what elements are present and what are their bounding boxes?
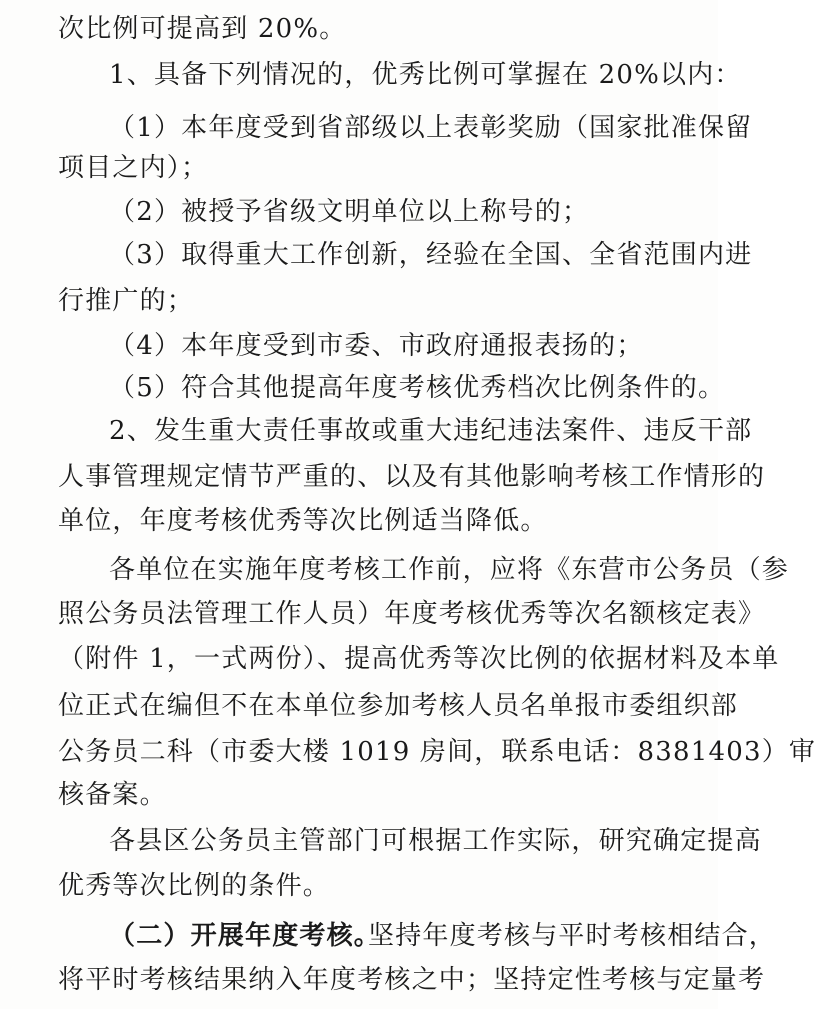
line-text: 2、发生重大责任事故或重大违纪违法案件、违反干部 <box>109 416 753 446</box>
text-line <box>0 547 790 593</box>
line-text: 优秀等次比例的条件。 <box>58 871 331 901</box>
line-text: （5）符合其他提高年度考核优秀档次比例条件的。 <box>109 373 726 403</box>
line-text: 将平时考核结果纳入年度考核之中；坚持定性考核与定量考 <box>58 965 766 995</box>
line-text: （附件 1，一式两份）、提高优秀等次比例的依据材料及本单 <box>58 644 780 674</box>
text-line <box>0 454 766 500</box>
line-text: 1、具备下列情况的，优秀比例可掌握在 20%以内： <box>109 60 742 90</box>
line-text: 次比例可提高到 20%。 <box>58 14 347 44</box>
text-line <box>0 729 816 775</box>
text-line <box>0 365 726 411</box>
text-line <box>0 408 753 454</box>
text-line <box>0 323 718 369</box>
line-text: 照公务员法管理工作人员）年度考核优秀等次名额核定表》 <box>58 599 766 629</box>
text-line <box>0 683 739 729</box>
line-text: 坚持年度考核与平时考核相结合， <box>368 921 777 951</box>
line-text: （2）被授予省级文明单位以上称号的； <box>109 197 590 227</box>
line-text: （3）取得重大工作创新，经验在全国、全省范围内进 <box>109 240 753 270</box>
line-text: （1）本年度受到省部级以上表彰奖励（国家批准保留 <box>109 113 753 143</box>
text-line <box>0 863 718 909</box>
text-line <box>0 6 718 52</box>
text-line <box>0 145 718 191</box>
line-text: 核备案。 <box>58 780 167 810</box>
text-line <box>0 52 742 98</box>
text-line <box>0 913 777 959</box>
text-line <box>0 232 753 278</box>
line-text: 位正式在编但不在本单位参加考核人员名单报市委组织部 <box>58 691 739 721</box>
text-line <box>0 189 718 235</box>
line-text: （4）本年度受到市委、市政府通报表扬的； <box>109 331 644 361</box>
line-text: 各县区公务员主管部门可根据工作实际，研究确定提高 <box>109 826 762 856</box>
line-text: 行推广的； <box>58 286 195 316</box>
text-line <box>0 957 766 1003</box>
text-line <box>0 772 718 818</box>
text-line <box>0 278 718 324</box>
line-text: 各单位在实施年度考核工作前，应将《东营市公务员（参 <box>109 555 790 585</box>
line-text: 项目之内）； <box>58 153 209 183</box>
line-text: 人事管理规定情节严重的、以及有其他影响考核工作情形的 <box>58 462 766 492</box>
text-line <box>0 498 718 544</box>
text-line <box>0 636 780 682</box>
line-text: 公务员二科（市委大楼 1019 房间，联系电话：8381403）审 <box>58 737 816 767</box>
text-line <box>0 818 762 864</box>
section-heading: （二）开展年度考核。 <box>109 921 382 951</box>
text-line <box>0 591 766 637</box>
line-text: 单位，年度考核优秀等次比例适当降低。 <box>58 506 548 536</box>
